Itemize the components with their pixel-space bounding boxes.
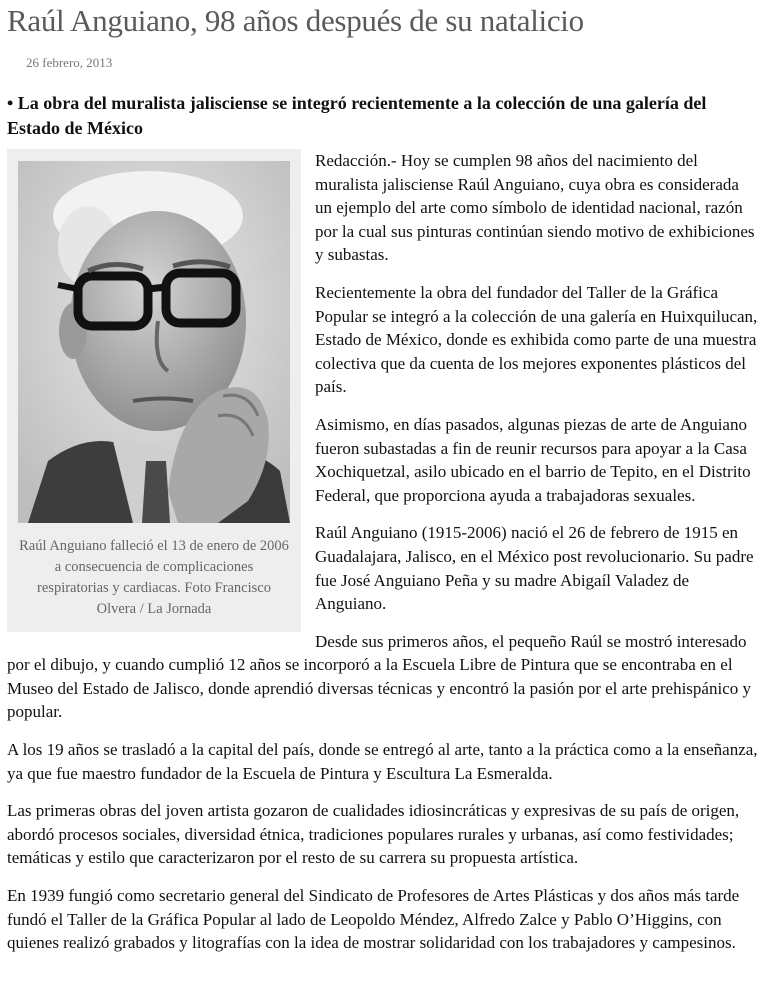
article-date: 26 febrero, 2013 [26,55,113,70]
photo-figure [7,149,301,632]
paragraph: Asimismo, en días pasados, algunas piezas de arte de Anguiano fueron subastadas a fin de reunir recursos para apoyar a la Casa Xochiquetzal, asilo ubicado en el barrio de Tepito, en el Distrito Federal, que proporciona ayuda a trabajadoras sexuales. [315,414,751,505]
paragraph: Recientemente la obra del fundador del Taller de la Gráfica Popular se integró a la colección de una galería en Huixquilucan, Estado de México, donde es exhibida como parte de una muestra colectiva que da cuenta de los mejores exponentes plásticos del país. [315,282,758,397]
article-title: Raúl Anguiano, 98 años después de su natalicio [7,3,584,38]
paragraph: Desde sus primeros años, el pequeño Raúl se mostró interesado por el dibujo, y cuando cumplió 12 años se incorporó a la Escuela Libre de Pintura que se encontraba en el Museo del Estado de Jalisco, donde aprendió diversas técnicas y encontró la pasión por el arte prehispánico y popular. [7,631,751,722]
paragraph: Redacción.- Hoy se cumplen 98 años del nacimiento del muralista jalisciense Raúl Anguiano, cuya obra es considerada un ejemplo del arte como símbolo de identidad nacional, razón por la cual sus pinturas continúan siendo motivo de exhibiciones y subastas. [315,151,755,265]
paragraph: Las primeras obras del joven artista gozaron de cualidades idiosincráticas y expresivas de su país de origen, abordó procesos sociales, diversidad étnica, tradiciones populares rurales y urbanas, así como festividades; temáticas y estilo que caracterizaron por el resto de su carrera su propuesta artística. [7,801,740,868]
photo-caption: Raúl Anguiano falleció el 13 de enero de 2006 a consecuencia de complicaciones respiratorias y cardiacas. Foto Francisco Olvera / La Jornada [19,538,289,617]
paragraph: Raúl Anguiano (1915-2006) nació el 26 de febrero de 1915 en Guadalajara, Jalisco, en el México post revolucionario. Su padre fue José Anguiano Peña y su madre Abigaíl Valadez de Anguiano. [315,523,754,614]
portrait-photo-icon [18,161,290,523]
article-body [7,149,759,969]
paragraph: En 1939 fungió como secretario general del Sindicato de Profesores de Artes Plásticas y dos años más tarde fundó el Taller de la Gráfica Popular al lado de Leopoldo Méndez, Alfredo Zalce y Pablo O’Higgins, con quienes realizó grabados y litografías con la idea de mostrar solidaridad con los trabajadores y campesinos. [7,886,740,953]
paragraph: A los 19 años se trasladó a la capital del país, donde se entregó al arte, tanto a la práctica como a la enseñanza, ya que fue maestro fundador de la Escuela de Pintura y Escultura La Esmeralda. [7,740,758,783]
article-subtitle: • La obra del muralista jalisciense se integró recientemente a la colección de una galería del Estado de México [7,93,707,138]
